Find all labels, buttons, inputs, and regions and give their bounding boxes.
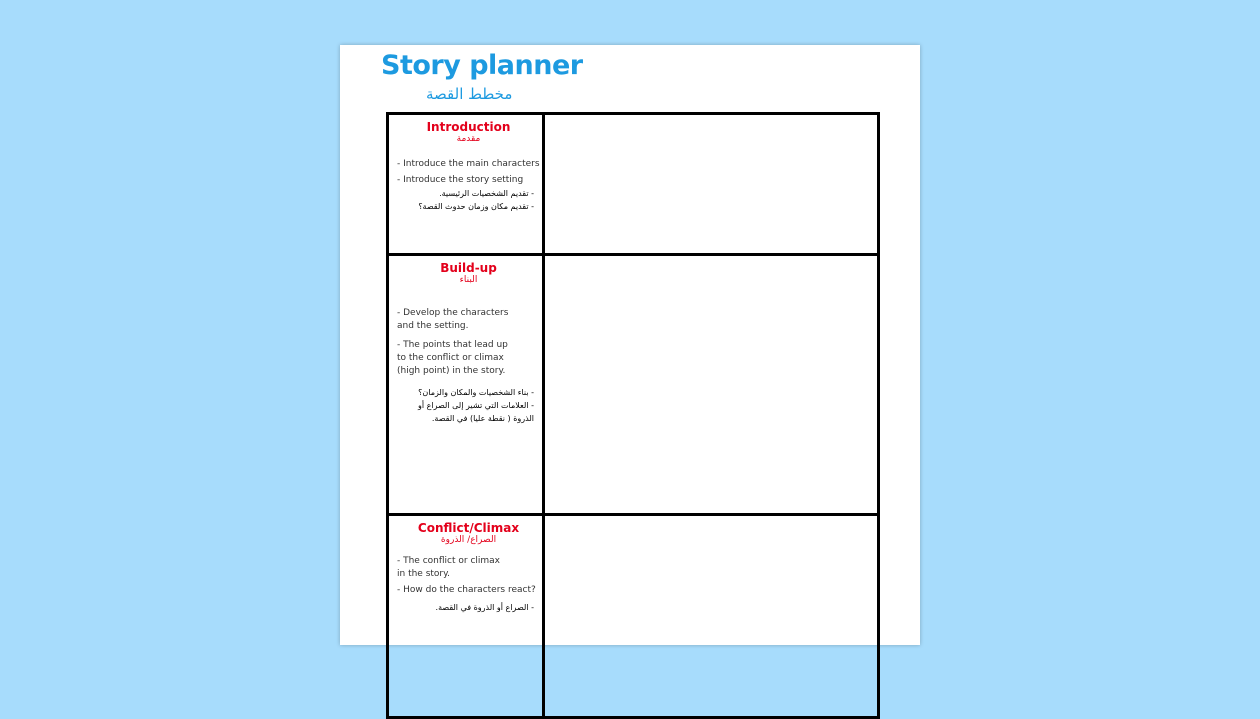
prompt-text-arabic: - تقديم الشخصيات الرئيسية.: [439, 189, 534, 198]
prompt-text: - How do the characters react?: [397, 585, 536, 595]
prompt-text: - The conflict or climax in the story.: [397, 556, 500, 579]
prompt-cell: [389, 115, 545, 253]
writing-area-introduction[interactable]: [545, 115, 877, 253]
row-conflict-climax: [389, 516, 877, 716]
prompt-text: - Introduce the main characters: [397, 159, 540, 169]
row-introduction: [389, 115, 877, 256]
prompt-text-arabic: - تقديم مكان وزمان حدوث القصة؟: [418, 202, 534, 211]
section-heading: Introduction: [426, 120, 511, 134]
prompt-text-arabic: - بناء الشخصيات والمكان والزمان؟: [418, 388, 534, 397]
section-heading: Build-up: [440, 261, 497, 275]
page-title: Story planner: [381, 50, 583, 81]
prompt-text: - Develop the characters and the setting.: [397, 308, 509, 331]
worksheet-page: [340, 45, 920, 645]
prompt-text: - The points that lead up to the conflict or climax (high point) in the story.: [397, 340, 508, 376]
prompt-text-arabic: - الصراع أو الذروة في القصة.: [435, 603, 534, 612]
prompt-text: - Introduce the story setting: [397, 175, 524, 185]
section-heading-arabic: البناء: [459, 275, 478, 285]
writing-area-conflict-climax[interactable]: [545, 516, 877, 716]
prompt-cell: [389, 516, 545, 716]
section-heading-arabic: الصراع/ الذروة: [440, 535, 497, 545]
section-heading-arabic: مقدمة: [456, 134, 481, 144]
row-build-up: [389, 256, 877, 516]
writing-area-build-up[interactable]: [545, 256, 877, 513]
prompt-cell: [389, 256, 545, 513]
planner-table: [386, 112, 880, 719]
page-subtitle-arabic: مخطط القصة: [426, 85, 513, 103]
prompt-text-arabic: - العلامات التي تشير إلى الصراع أو الذروة ( نقطة عليا) في القصة.: [417, 401, 534, 423]
section-heading: Conflict/Climax: [417, 521, 520, 535]
